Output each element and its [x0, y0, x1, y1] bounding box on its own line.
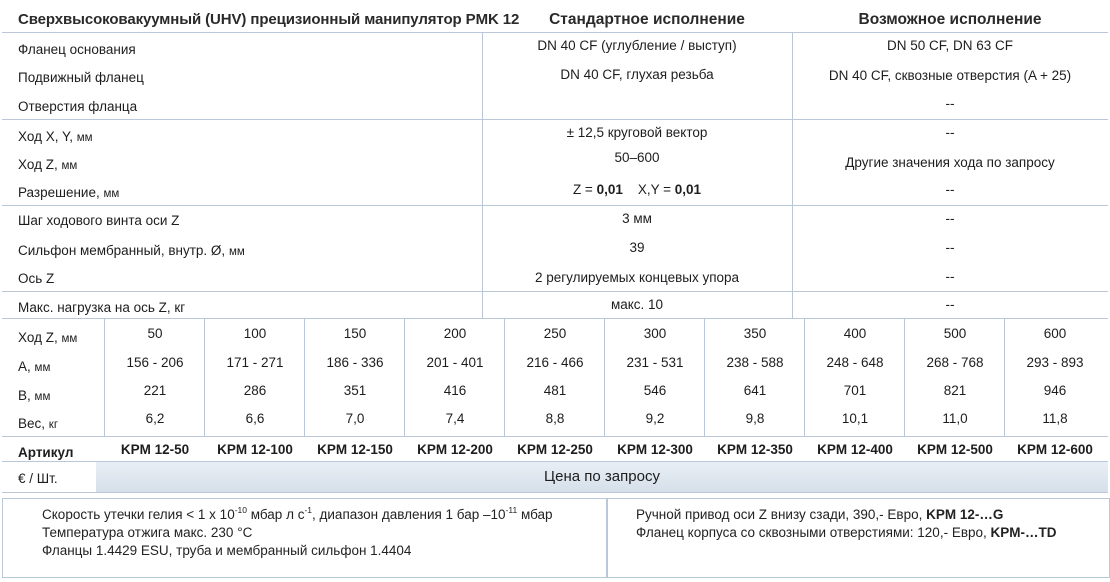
stroke-value: 11,8: [1042, 411, 1068, 426]
stroke-value: 6,6: [245, 411, 265, 426]
stroke-value: 268 - 768: [926, 355, 984, 370]
spec-label: [18, 157, 77, 174]
spec-optional: DN 50 CF, DN 63 CF: [886, 38, 1014, 53]
stroke-value: 248 - 648: [826, 355, 884, 370]
spec-label-text: Сильфон мембранный, внутр. Ø,: [18, 243, 226, 258]
optional-column-header: Возможное исполнение: [858, 11, 1042, 28]
spec-label: [18, 129, 93, 146]
spec-optional: --: [945, 211, 955, 226]
leak-text: мбар: [517, 507, 553, 522]
stroke-unit: мм: [34, 391, 51, 403]
stroke-value: 250: [543, 326, 567, 341]
stroke-value: 400: [843, 326, 867, 341]
resolution-z-label: Z =: [572, 182, 597, 197]
stroke-value: 156 - 206: [126, 355, 184, 370]
stroke-value: 300: [643, 326, 667, 341]
stroke-value: 481: [543, 383, 567, 398]
group-divider-2: [2, 205, 1108, 206]
stroke-value: 231 - 531: [626, 355, 684, 370]
group-divider-3: [2, 291, 1108, 292]
stroke-value: 9,8: [745, 411, 765, 426]
resolution-xy-label: X,Y =: [637, 182, 675, 197]
stroke-value: 600: [1043, 326, 1067, 341]
spec-optional: DN 40 CF, сквозные отверстия (A + 25): [828, 68, 1072, 83]
note-code: KPM 12-…G: [926, 507, 1004, 522]
article-code: KPM 12-300: [617, 442, 693, 457]
stroke-value: 821: [943, 383, 967, 398]
spec-standard: макс. 10: [610, 297, 664, 312]
stroke-value: 171 - 271: [226, 355, 284, 370]
stroke-unit: кг: [48, 419, 59, 431]
stroke-unit: мм: [61, 333, 78, 345]
spec-label: Подвижный фланец: [18, 70, 144, 85]
article-code: KPM 12-600: [1017, 442, 1093, 457]
resolution-xy-value: 0,01: [674, 182, 702, 197]
stroke-value: 546: [643, 383, 667, 398]
stroke-value: 11,0: [942, 411, 968, 426]
stroke-value: 186 - 336: [326, 355, 384, 370]
stroke-row-label: [18, 416, 58, 433]
resolution-z-value: 0,01: [596, 182, 623, 197]
page-title: Сверхвысоковакуумный (UHV) прецизионный манипулятор PMK 12: [18, 11, 520, 28]
leak-exponent: -10: [234, 504, 247, 515]
stroke-value: 416: [443, 383, 467, 398]
helium-leak-rate: [42, 504, 553, 523]
article-code: KPM 12-350: [717, 442, 793, 457]
stroke-label-text: Вес,: [18, 416, 46, 431]
leak-text: Скорость утечки гелия < 1 x 10: [42, 507, 235, 522]
spec-optional: --: [945, 297, 955, 312]
stroke-value: 6,2: [145, 411, 165, 426]
article-code: KPM 12-150: [317, 442, 393, 457]
material-note: Фланцы 1.4429 ESU, труба и мембранный сильфон 1.4404: [42, 543, 412, 558]
spec-optional: --: [945, 240, 955, 255]
stroke-value: 500: [943, 326, 967, 341]
stroke-value: 201 - 401: [426, 355, 484, 370]
article-code: KPM 12-100: [217, 442, 293, 457]
stroke-value: 350: [743, 326, 767, 341]
stroke-value: 701: [843, 383, 867, 398]
group-divider-4: [2, 318, 1108, 319]
article-code: KPM 12-200: [417, 442, 493, 457]
spec-standard: ± 12,5 круговой вектор: [566, 125, 708, 140]
stroke-value: 641: [743, 383, 767, 398]
spec-label: Ось Z: [18, 271, 55, 286]
article-label: Артикул: [18, 445, 74, 460]
stroke-unit: мм: [34, 362, 51, 374]
stroke-row-label: [18, 388, 50, 405]
spec-standard: DN 40 CF, глухая резьба: [560, 67, 714, 82]
stroke-value: 7,0: [345, 411, 365, 426]
spec-optional: --: [945, 96, 955, 111]
spec-optional: --: [945, 125, 955, 140]
spec-optional: --: [945, 269, 955, 284]
spec-standard: 39: [629, 240, 645, 255]
article-code: KPM 12-500: [917, 442, 993, 457]
bakeout-temperature: Температура отжига макс. 230 °C: [42, 525, 253, 540]
stroke-label-text: Ход Z,: [18, 330, 58, 345]
stroke-row-label: [18, 330, 77, 347]
spec-label: Отверстия фланца: [18, 99, 138, 114]
spec-label-text: Ход X, Y,: [18, 129, 73, 144]
spec-optional: Другие значения хода по запросу: [845, 155, 1055, 170]
spec-label: [18, 185, 119, 202]
stroke-value: 7,4: [445, 411, 465, 426]
spec-standard: DN 40 CF (углубление / выступ): [537, 38, 737, 53]
article-code: KPM 12-400: [817, 442, 893, 457]
leak-exponent: -11: [505, 504, 518, 515]
stroke-value: 351: [343, 383, 367, 398]
group-divider-1: [2, 119, 1108, 120]
spec-label: Макс. нагрузка на ось Z, кг: [18, 300, 186, 315]
note-text: Ручной привод оси Z внизу сзади, 390,- Евро,: [636, 507, 927, 522]
stroke-label-text: А,: [18, 359, 31, 374]
stroke-table-bottom: [2, 436, 1108, 437]
spec-standard: 3 мм: [622, 211, 652, 226]
spec-standard: [441, 182, 833, 198]
spec-unit: мм: [76, 132, 93, 144]
stroke-value: 293 - 893: [1026, 355, 1084, 370]
price-divider-bottom: [2, 492, 1108, 493]
stroke-value: 8,8: [545, 411, 565, 426]
note-text: Фланец корпуса со сквозными отверстиями: 120,- Евро,: [636, 525, 991, 540]
article-code: KPM 12-50: [120, 442, 190, 457]
stroke-value: 150: [343, 326, 367, 341]
price-unit-label: € / Шт.: [18, 471, 58, 486]
stroke-row-label: [18, 359, 50, 376]
stroke-value: 238 - 588: [726, 355, 784, 370]
spec-optional: --: [945, 182, 955, 197]
header-divider: [2, 32, 1108, 33]
price-text: Цена по запросу: [544, 468, 660, 485]
spec-label: Шаг ходового винта оси Z: [18, 213, 180, 228]
stroke-value: 216 - 466: [526, 355, 584, 370]
spec-label-text: Разрешение,: [18, 185, 100, 200]
spec-unit: мм: [103, 188, 120, 200]
stroke-value: 221: [143, 383, 167, 398]
stroke-label-text: B,: [18, 388, 31, 403]
spec-unit: мм: [228, 246, 245, 258]
standard-column-header: Стандартное исполнение: [549, 11, 745, 28]
housing-flange-note: [636, 525, 1057, 541]
stroke-value: 200: [443, 326, 467, 341]
stroke-value: 946: [1043, 383, 1067, 398]
stroke-value: 9,2: [645, 411, 665, 426]
leak-text: , диапазон давления 1 бар –10: [312, 507, 506, 522]
spec-label-text: Ход Z,: [18, 157, 58, 172]
spec-standard: 50–600: [614, 150, 660, 165]
spec-label: [18, 243, 245, 260]
manual-drive-note: [636, 507, 1003, 523]
stroke-value: 100: [243, 326, 267, 341]
stroke-value: 286: [243, 383, 267, 398]
note-code: KPM-…TD: [990, 525, 1057, 540]
leak-text: мбар л с: [247, 507, 305, 522]
article-code: KPM 12-250: [517, 442, 593, 457]
stroke-value: 10,1: [841, 411, 869, 426]
spec-label: Фланец основания: [18, 42, 136, 57]
stroke-value: 50: [147, 326, 163, 341]
spec-standard: 2 регулируемых концевых упора: [534, 270, 740, 285]
leak-exponent: -1: [304, 504, 313, 515]
spec-unit: мм: [61, 160, 78, 172]
